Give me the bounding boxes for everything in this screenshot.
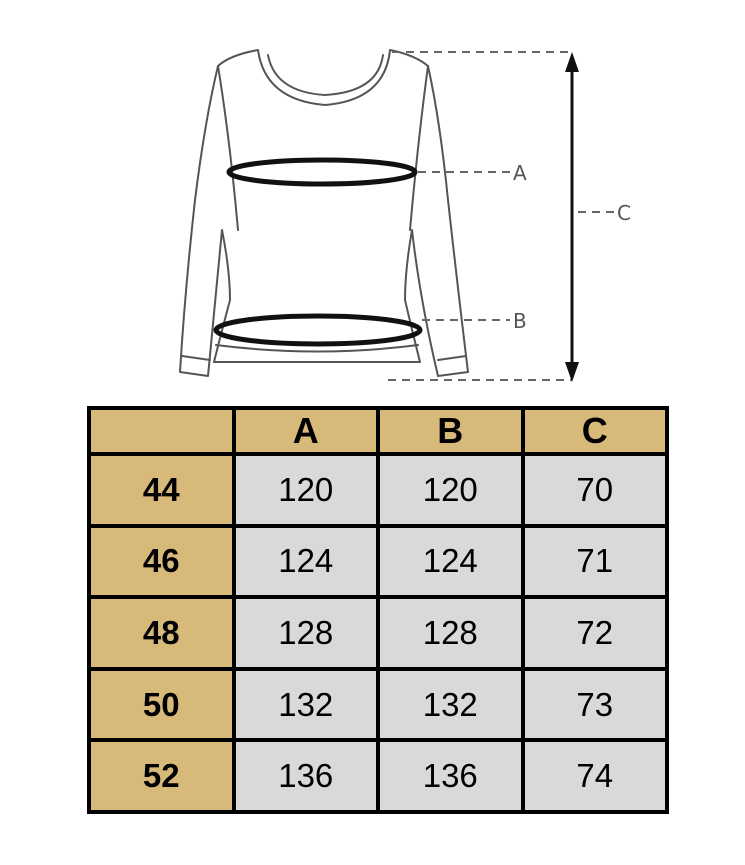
table-row	[91, 671, 665, 739]
size-cell: 50	[91, 671, 232, 739]
header-corner	[91, 410, 232, 452]
a-cell: 136	[236, 742, 377, 810]
table-row	[91, 456, 665, 524]
size-cell: 44	[91, 456, 232, 524]
label-c: C	[617, 201, 631, 225]
c-cell: 73	[525, 671, 666, 739]
c-cell: 74	[525, 742, 666, 810]
hem-measure-loop	[216, 316, 420, 344]
size-cell: 52	[91, 742, 232, 810]
label-a: A	[513, 161, 527, 185]
header-c: C	[525, 410, 666, 452]
b-cell: 128	[380, 599, 521, 667]
chest-measure-loop	[229, 160, 415, 184]
b-cell: 136	[380, 742, 521, 810]
table-row	[91, 528, 665, 596]
label-b: B	[513, 309, 527, 333]
table-row	[91, 599, 665, 667]
table-row	[91, 742, 665, 810]
a-cell: 132	[236, 671, 377, 739]
header-b: B	[380, 410, 521, 452]
length-arrow	[565, 52, 579, 382]
b-cell: 120	[380, 456, 521, 524]
b-cell: 132	[380, 671, 521, 739]
c-cell: 72	[525, 599, 666, 667]
header-a: A	[236, 410, 377, 452]
size-cell: 46	[91, 528, 232, 596]
garment-diagram	[0, 0, 745, 400]
c-cell: 71	[525, 528, 666, 596]
a-cell: 120	[236, 456, 377, 524]
b-cell: 124	[380, 528, 521, 596]
a-cell: 128	[236, 599, 377, 667]
c-cell: 70	[525, 456, 666, 524]
size-table	[87, 406, 669, 814]
size-cell: 48	[91, 599, 232, 667]
table-header-row	[91, 410, 665, 452]
a-cell: 124	[236, 528, 377, 596]
